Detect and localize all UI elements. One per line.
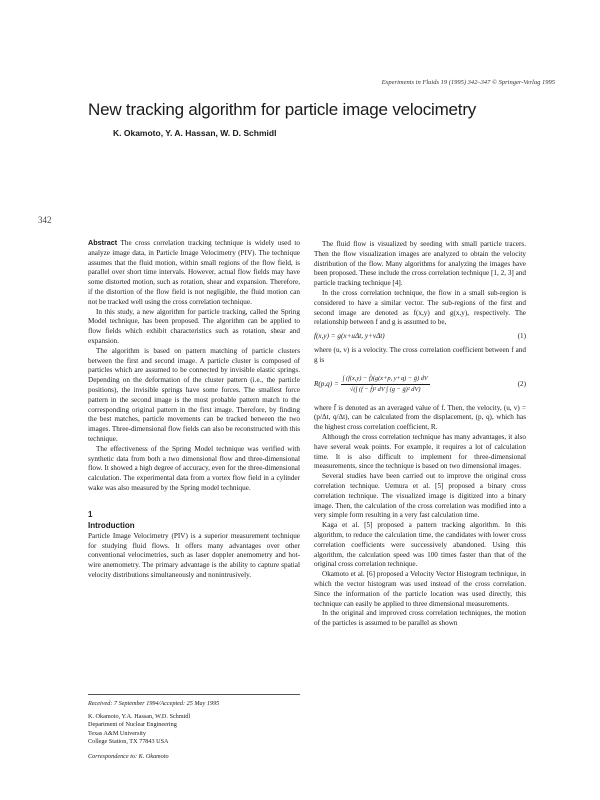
abstract-paragraph-2: In this study, a new algorithm for particle tracking, called the Spring Model technique, has been proposed. The algorithm can be applied to flow fields which exhibit characteristics such as rotation, shear and expansion. <box>88 307 300 345</box>
equation-2-body <box>314 374 430 395</box>
left-column <box>88 238 300 581</box>
abstract-paragraph-3: The algorithm is based on pattern matching of particle clusters between the first and second image. A particle cluster is composed of particles which are assumed to be connected by invisible elastic springs. Depending on the deformation of the cluster pattern (i.e., the particle positions), the invisible springs have some forces. The smallest force pattern in the second image is the most probable pattern match to the corresponding original pattern in the first image. Therefore, by finding the best matches, particle movements can be tracked between the two images. Three-dimensional flow fields can also be reconstructed with this technique. <box>88 346 300 443</box>
affiliation-department: Department of Nuclear Engineering <box>88 721 177 729</box>
right-paragraph-7: Kaga et al. [5] proposed a pattern tracking algorithm. In this algorithm, to reduce the calculation time, the candidates with lower cross correlation coefficients were successively abandoned. Using this algorithm, the calculation speed was 100 times faster than that of the original cross correlation technique. <box>314 521 526 569</box>
equation-2-denominator: √(∫ (f − f̄)² dV ∫ (g − ḡ)² dV) <box>349 386 421 394</box>
section-number: 1 <box>88 509 93 519</box>
correspondence: Correspondence to: K. Okamoto <box>88 753 169 761</box>
right-paragraph-8: Okamoto et al. [6] proposed a Velocity Vector Histogram technique, in which the vector histogram was used instead of the cross correlation. Since the information of the particle location was used directly, this technique can easily be applied to three dimensional measurements. <box>314 570 526 608</box>
equation-1-number: (1) <box>517 332 526 341</box>
abstract-paragraph-4: The effectiveness of the Spring Model technique was verified with synthetic data from both a two dimensional flow and three-dimensional flow. It showed a high degree of accuracy, even for the three-dimensional calculation. The experimental data from a vortex flow field in a cylinder wake was also measured by the Spring model technique. <box>88 444 300 492</box>
right-paragraph-1: The fluid flow is visualized by seeding with small particle tracers. Then the flow visualization images are analyzed to obtain the velocity distribution of the flow. Many algorithms for analyzing the images have been proposed. These include the cross correlation technique [1, 2, 3] and particle tracking technique [4]. <box>314 240 526 288</box>
affiliation-city: College Station, TX 77843 USA <box>88 737 169 745</box>
section-title: Introduction <box>88 520 135 530</box>
equation-2-number: (2) <box>517 379 526 388</box>
right-paragraph-3: where (u, v) is a velocity. The cross correlation coefficient between f and g is <box>314 345 526 364</box>
footnote-divider <box>88 694 300 695</box>
author-list: K. Okamoto, Y. A. Hassan, W. D. Schmidl <box>113 128 277 138</box>
right-paragraph-9: In the original and improved cross correlation techniques, the motion of the particles is assumed to be parallel as shown <box>314 609 526 628</box>
right-paragraph-6: Several studies have been carried out to improve the original cross correlation technique. Uemura et al. [5] proposed a binary cross correlation technique. The visualized image is digitized into a binary image. Then, the calculation of the cross correlation was modified into a very simple form resulting in a very fast calculation time. <box>314 472 526 520</box>
affiliation-block <box>88 713 300 746</box>
right-paragraph-2: In the cross correlation technique, the flow in a small sub-region is considered to have a similar vector. The sub-regions of the first and second image are denoted as f(x,y) and g(x,y), respectively. The relationship between f and g is assumed to be, <box>314 288 526 327</box>
footnote-block <box>88 700 300 761</box>
paper-title: New tracking algorithm for particle image velocimetry <box>88 100 477 119</box>
equation-2-fraction <box>341 374 430 395</box>
equation-2-numerator: ∫ (f(x,y) − f̄)(g(x+p, y+q) − ḡ) dV <box>341 374 430 385</box>
abstract-text-1: The cross correlation tracking technique is widely used to analyze image data, in Particle Image Velocimetry (PIV). The technique assumes that the fluid motion, within small regions of the flow field, is parallel over short time intervals. However, actual flow fields may have some distorted motion, such as rotation, shear and expansion. Therefore, if the distortion of the flow field is not negligible, the fluid motion can not be tracked well using the cross correlation technique. <box>88 239 301 306</box>
equation-1 <box>314 332 526 342</box>
affiliation-names: K. Okamoto, Y.A. Hassan, W.D. Schmidl <box>88 713 191 721</box>
journal-citation: Experiments in Fluids 19 (1995) 342–347 © Springer-Verlag 1995 <box>381 79 555 86</box>
right-column <box>314 240 526 629</box>
page-number: 342 <box>38 215 52 225</box>
received-dates: Received: 7 September 1994/Accepted: 25 May 1995 <box>88 700 220 707</box>
equation-2-lhs: R(p,q) = <box>314 380 339 389</box>
right-paragraph-5: Although the cross correlation technique has many advantages, it also have several weak points. For example, it requires a lot of calculation time. It is also difficult to implement for three-dimensional measurements, since the technique is based on two dimensional images. <box>314 432 526 471</box>
equation-2 <box>314 370 526 400</box>
intro-paragraph-1: Particle Image Velocimetry (PIV) is a superior measurement technique for studying fluid flows. It offers many advantages over other conventional velocimetries, such as laser doppler anemometry and hot-wire anemometry. The primary advantage is the ability to capture spatial velocity distributions simultaneously and nonintrusively. <box>88 531 300 579</box>
abstract-paragraph-1 <box>88 238 300 308</box>
abstract-label: Abstract <box>88 238 118 247</box>
affiliation-university: Texas A&M University <box>88 729 146 737</box>
equation-1-body: f(x,y) = g(x+uΔt, y+vΔt) <box>314 332 385 341</box>
right-paragraph-4: where f̄ is denoted as an averaged value of f. Then, the velocity, (u, v) = (p/Δt, q/Δt), can be calculated from the displacement, (p, q), which has the highest cross correlation coefficient, R. <box>314 403 526 432</box>
